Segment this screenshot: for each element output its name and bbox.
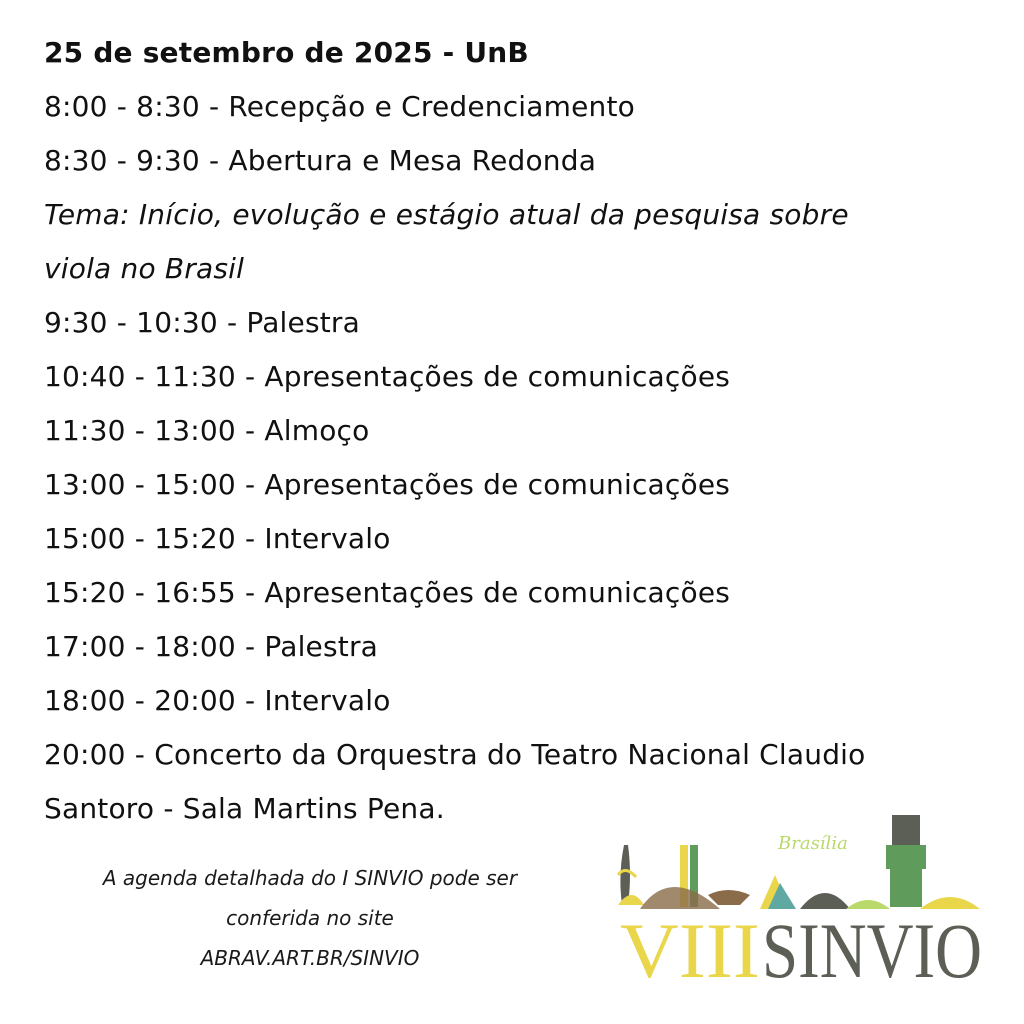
logo-name: SINVIO <box>762 907 982 994</box>
event-logo <box>610 805 990 994</box>
agenda-note <box>40 858 580 978</box>
logo-city: Brasília <box>778 833 848 854</box>
schedule-line: 25 de setembro de 2025 - UnB <box>44 36 529 69</box>
schedule-line: Santoro - Sala Martins Pena. <box>44 792 445 825</box>
schedule-line: 18:00 - 20:00 - Intervalo <box>44 684 391 717</box>
logo-numeral: VIII <box>620 907 760 994</box>
agenda-note-url: ABRAV.ART.BR/SINVIO <box>200 946 420 970</box>
schedule-line: 13:00 - 15:00 - Apresentações de comunicações <box>44 468 731 501</box>
schedule-line: 15:20 - 16:55 - Apresentações de comunicações <box>44 576 731 609</box>
schedule-line: 20:00 - Concerto da Orquestra do Teatro Nacional Claudio <box>44 738 866 771</box>
schedule-line: viola no Brasil <box>44 252 245 285</box>
schedule-line: 11:30 - 13:00 - Almoço <box>44 414 370 447</box>
schedule-line: 9:30 - 10:30 - Palestra <box>44 306 361 339</box>
schedule-line: 8:30 - 9:30 - Abertura e Mesa Redonda <box>44 144 597 177</box>
brasilia-skyline-icon <box>618 815 980 909</box>
agenda-note-line: conferida no site <box>226 906 394 930</box>
schedule <box>44 26 1004 836</box>
schedule-line: 8:00 - 8:30 - Recepção e Credenciamento <box>44 90 636 123</box>
schedule-line: Tema: Início, evolução e estágio atual da pesquisa sobre <box>44 198 849 231</box>
schedule-line: 15:00 - 15:20 - Intervalo <box>44 522 391 555</box>
schedule-line: 17:00 - 18:00 - Palestra <box>44 630 379 663</box>
agenda-note-line: A agenda detalhada do I SINVIO pode ser <box>102 866 518 890</box>
schedule-line: 10:40 - 11:30 - Apresentações de comunicações <box>44 360 731 393</box>
